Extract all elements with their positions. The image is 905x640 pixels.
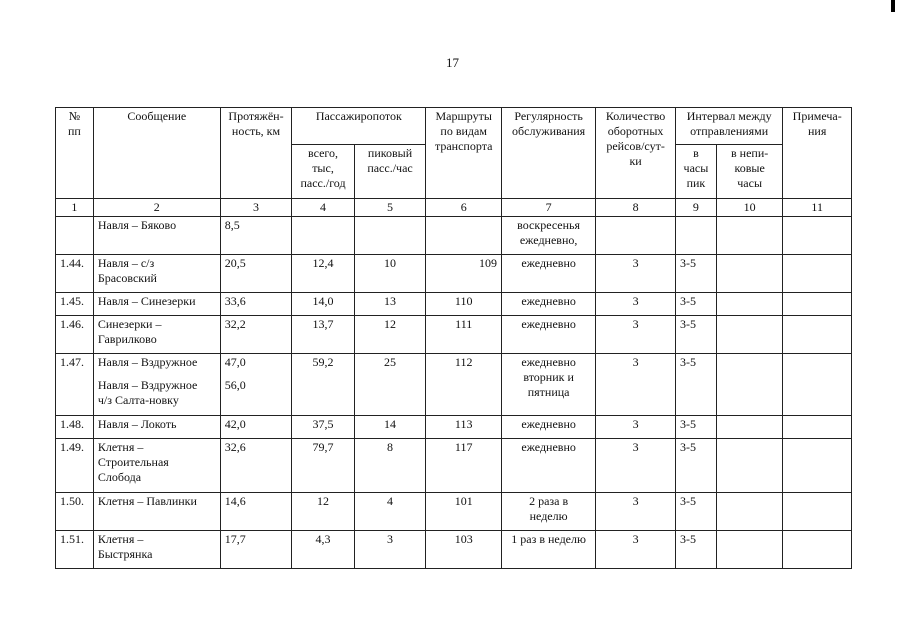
- column-number: 6: [426, 199, 502, 217]
- cell-route: Клетня – Быстрянка: [93, 531, 220, 569]
- header-passenger-flow: Пассажиропоток: [292, 108, 426, 145]
- cell-interval-offpeak: [716, 531, 783, 569]
- column-number: 10: [716, 199, 783, 217]
- cell-length: 14,6: [220, 493, 292, 531]
- column-number: 4: [292, 199, 354, 217]
- cell-note: [783, 354, 852, 416]
- cell-peak: 3: [354, 531, 426, 569]
- column-number-row: [56, 199, 852, 217]
- cell-route: Навля – Синезерки: [93, 293, 220, 316]
- cell-trips: 3: [596, 439, 676, 493]
- cell-length: 17,7: [220, 531, 292, 569]
- corner-mark: [891, 0, 895, 12]
- routes-table: [55, 107, 852, 569]
- cell-interval-offpeak: [716, 439, 783, 493]
- table-row: [56, 493, 852, 531]
- cell-regularity: воскресенья ежедневно,: [502, 217, 596, 255]
- cell-route: Навля – Бяково: [93, 217, 220, 255]
- cell-note: [783, 293, 852, 316]
- cell-regularity: ежедневно вторник и пятница: [502, 354, 596, 416]
- cell-routes: [426, 217, 502, 255]
- cell-routes: 103: [426, 531, 502, 569]
- cell-regularity: 1 раз в неделю: [502, 531, 596, 569]
- cell-trips: 3: [596, 493, 676, 531]
- cell-peak: 13: [354, 293, 426, 316]
- cell-interval-offpeak: [716, 354, 783, 416]
- cell-interval-offpeak: [716, 493, 783, 531]
- cell-interval-peak: 3-5: [675, 416, 716, 439]
- cell-num: 1.49.: [56, 439, 94, 493]
- column-number: 7: [502, 199, 596, 217]
- cell-total: 13,7: [292, 316, 354, 354]
- cell-regularity: 2 раза в неделю: [502, 493, 596, 531]
- cell-trips: 3: [596, 255, 676, 293]
- cell-route: [93, 354, 220, 416]
- cell-interval-offpeak: [716, 316, 783, 354]
- cell-peak: 10: [354, 255, 426, 293]
- cell-length: 42,0: [220, 416, 292, 439]
- cell-peak: 14: [354, 416, 426, 439]
- cell-total: 4,3: [292, 531, 354, 569]
- cell-routes: 112: [426, 354, 502, 416]
- cell-regularity: ежедневно: [502, 255, 596, 293]
- table-row: [56, 354, 852, 416]
- cell-route: Клетня – Строительная Слобода: [93, 439, 220, 493]
- header-routes: Маршруты по видам транспорта: [426, 108, 502, 199]
- route-line: Навля – Вздружное: [97, 355, 198, 369]
- column-number: 5: [354, 199, 426, 217]
- cell-interval-peak: 3-5: [675, 316, 716, 354]
- cell-route: Синезерки – Гаврилково: [93, 316, 220, 354]
- cell-interval-offpeak: [716, 255, 783, 293]
- cell-peak: 25: [354, 354, 426, 416]
- cell-total: 79,7: [292, 439, 354, 493]
- column-number: 11: [783, 199, 852, 217]
- cell-num: 1.45.: [56, 293, 94, 316]
- cell-length: 8,5: [220, 217, 292, 255]
- cell-length: 20,5: [220, 255, 292, 293]
- table-row: [56, 416, 852, 439]
- cell-peak: 4: [354, 493, 426, 531]
- cell-interval-offpeak: [716, 416, 783, 439]
- header-total: всего, тыс, пасс./год: [292, 145, 354, 199]
- column-number: 2: [93, 199, 220, 217]
- cell-num: 1.51.: [56, 531, 94, 569]
- header-peak: пиковый пасс./час: [354, 145, 426, 199]
- table-row: [56, 439, 852, 493]
- header-route: Сообщение: [93, 108, 220, 199]
- cell-total: 59,2: [292, 354, 354, 416]
- table-row: [56, 217, 852, 255]
- cell-note: [783, 217, 852, 255]
- cell-note: [783, 493, 852, 531]
- length-value: 56,0: [224, 378, 246, 392]
- cell-interval-peak: 3-5: [675, 531, 716, 569]
- cell-note: [783, 316, 852, 354]
- cell-interval-peak: 3-5: [675, 293, 716, 316]
- cell-total: [292, 217, 354, 255]
- route-line: Навля – Вздружное ч/з Салта-новку: [97, 378, 198, 407]
- page-number: 17: [446, 55, 459, 70]
- cell-regularity: ежедневно: [502, 316, 596, 354]
- cell-interval-offpeak: [716, 217, 783, 255]
- cell-peak: 8: [354, 439, 426, 493]
- cell-num: 1.44.: [56, 255, 94, 293]
- cell-routes: 117: [426, 439, 502, 493]
- cell-peak: [354, 217, 426, 255]
- cell-trips: 3: [596, 354, 676, 416]
- cell-num: 1.47.: [56, 354, 94, 416]
- header-num: № пп: [56, 108, 94, 199]
- cell-length: 33,6: [220, 293, 292, 316]
- cell-length: 32,2: [220, 316, 292, 354]
- cell-regularity: ежедневно: [502, 439, 596, 493]
- cell-interval-peak: 3-5: [675, 493, 716, 531]
- cell-note: [783, 439, 852, 493]
- cell-route: Навля – Локоть: [93, 416, 220, 439]
- cell-interval-peak: 3-5: [675, 255, 716, 293]
- header-interval: Интервал между отправлениями: [675, 108, 782, 145]
- column-number: 1: [56, 199, 94, 217]
- cell-length: 32,6: [220, 439, 292, 493]
- header-interval-offpeak: в непи- ковые часы: [716, 145, 783, 199]
- cell-route: Навля – с/з Брасовский: [93, 255, 220, 293]
- cell-trips: 3: [596, 316, 676, 354]
- cell-routes: 113: [426, 416, 502, 439]
- cell-total: 12,4: [292, 255, 354, 293]
- cell-route: Клетня – Павлинки: [93, 493, 220, 531]
- header-notes: Примеча- ния: [783, 108, 852, 199]
- header-regularity: Регулярность обслуживания: [502, 108, 596, 199]
- cell-num: 1.50.: [56, 493, 94, 531]
- cell-regularity: ежедневно: [502, 293, 596, 316]
- cell-total: 37,5: [292, 416, 354, 439]
- cell-routes: 101: [426, 493, 502, 531]
- cell-routes: 110: [426, 293, 502, 316]
- cell-trips: 3: [596, 416, 676, 439]
- cell-interval-peak: 3-5: [675, 439, 716, 493]
- length-value: 47,0: [224, 355, 246, 369]
- column-number: 9: [675, 199, 716, 217]
- cell-num: 1.46.: [56, 316, 94, 354]
- cell-interval-peak: 3-5: [675, 354, 716, 416]
- table-row: [56, 255, 852, 293]
- cell-interval-offpeak: [716, 293, 783, 316]
- header-interval-peak: в часы пик: [675, 145, 716, 199]
- cell-note: [783, 531, 852, 569]
- column-number: 8: [596, 199, 676, 217]
- column-number: 3: [220, 199, 292, 217]
- cell-peak: 12: [354, 316, 426, 354]
- cell-length: [220, 354, 292, 416]
- cell-trips: [596, 217, 676, 255]
- cell-num: 1.48.: [56, 416, 94, 439]
- table-row: [56, 293, 852, 316]
- cell-routes: 109: [426, 255, 502, 293]
- cell-note: [783, 255, 852, 293]
- cell-total: 12: [292, 493, 354, 531]
- table-row: [56, 316, 852, 354]
- cell-num: [56, 217, 94, 255]
- cell-regularity: ежедневно: [502, 416, 596, 439]
- cell-total: 14,0: [292, 293, 354, 316]
- table-row: [56, 531, 852, 569]
- header-length: Протяжён- ность, км: [220, 108, 292, 199]
- header-row-1: [56, 108, 852, 145]
- cell-note: [783, 416, 852, 439]
- cell-trips: 3: [596, 531, 676, 569]
- cell-trips: 3: [596, 293, 676, 316]
- cell-routes: 111: [426, 316, 502, 354]
- cell-interval-peak: [675, 217, 716, 255]
- header-trips: Количество оборотных рейсов/сут- ки: [596, 108, 676, 199]
